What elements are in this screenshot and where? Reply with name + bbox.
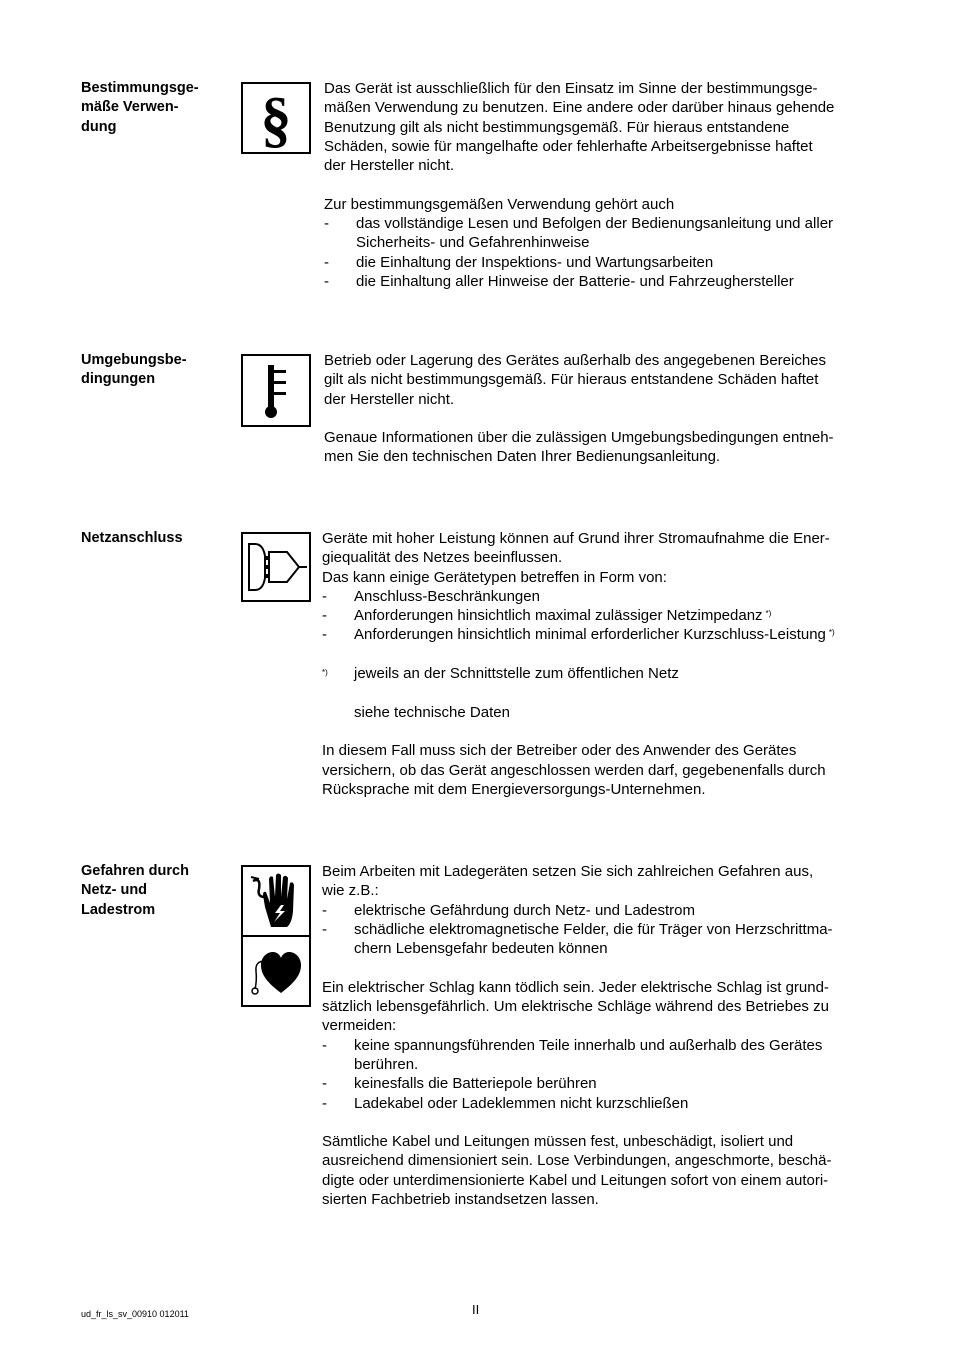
heading-line: Netz- und — [81, 882, 148, 899]
heading-line: Bestimmungsge- — [81, 80, 199, 96]
list-item: - Anforderungen hinsichtlich maximal zulässiger Netzimpedanz *) — [322, 607, 772, 625]
text-line: der Hersteller nicht. — [324, 390, 455, 408]
text-line: mäßen Verwendung zu benutzen. Eine andere oder darüber hinaus gehende — [324, 99, 835, 117]
section-heading — [81, 529, 231, 548]
power-plug-icon — [241, 532, 311, 602]
text-line: giequalität des Netzes beeinflussen. — [322, 549, 563, 567]
list-item: - schädliche elektromagnetische Felder, die für Träger von Herzschrittma- — [322, 920, 833, 938]
text-line: men Sie den technischen Daten Ihrer Bedienungsanleitung. — [324, 448, 721, 466]
heading-line: Ladestrom — [81, 901, 156, 918]
text-line: der Hersteller nicht. — [324, 157, 455, 175]
list-item: Sicherheits- und Gefahrenhinweise — [356, 234, 590, 252]
see-technical-data: siehe technische Daten — [354, 703, 510, 721]
list-item: - die Einhaltung aller Hinweise der Batterie- und Fahrzeughersteller — [324, 272, 794, 290]
pacemaker-heart-icon — [241, 935, 311, 1007]
heading-line: Umgebungsbe- — [81, 352, 187, 368]
heading-line: dingungen — [81, 371, 156, 388]
text-line: Rücksprache mit dem Energieversorgungs-Unternehmen. — [322, 780, 706, 798]
list-item: chern Lebensgefahr bedeuten können — [354, 940, 608, 958]
list-item: - das vollständige Lesen und Befolgen der Bedienungsanleitung und aller — [324, 215, 834, 233]
text-line: versichern, ob das Gerät angeschlossen werden darf, gegebenenfalls durch — [322, 761, 826, 779]
list-item: - Anschluss-Beschränkungen — [322, 587, 540, 605]
text-line: Geräte mit hoher Leistung können auf Grund ihrer Stromaufnahme die Ener- — [322, 530, 830, 547]
section-text — [324, 351, 884, 467]
text-line: In diesem Fall muss sich der Betreiber oder des Anwender des Gerätes — [322, 742, 797, 760]
heading-line: Netzanschluss — [81, 530, 183, 546]
text-line: Das kann einige Gerätetypen betreffen in Form von: — [322, 568, 667, 586]
text-line: digte oder unterdimensionierte Kabel und Leitungen sofort von einem autori- — [322, 1171, 829, 1189]
list-item: - keinesfalls die Batteriepole berühren — [322, 1075, 597, 1093]
document-reference: ud_fr_ls_sv_00910 012011 — [81, 1309, 189, 1319]
text-line: Schäden, sowie für mangelhafte oder fehlerhafte Arbeitsergebnisse haftet — [324, 137, 813, 155]
section-heading — [81, 862, 231, 920]
section-text — [324, 79, 884, 291]
text-line: sierten Fachbetrieb instandsetzen lassen. — [322, 1191, 599, 1209]
text-line: vermeiden: — [322, 1017, 397, 1035]
list-item: - elektrische Gefährdung durch Netz- und Ladestrom — [322, 901, 696, 919]
list-item: - keine spannungsführenden Teile innerhalb und außerhalb des Gerätes — [322, 1036, 823, 1054]
text-line: Das Gerät ist ausschließlich für den Einsatz im Sinne der bestimmungsge- — [324, 80, 818, 97]
text-line: gilt als nicht bestimmungsgemäß. Für hieraus entstandene Schäden haftet — [324, 371, 819, 389]
heading-line: mäße Verwen- — [81, 99, 179, 116]
list-item: berühren. — [354, 1055, 419, 1073]
list-item: - die Einhaltung der Inspektions- und Wartungsarbeiten — [324, 253, 714, 271]
text-line: Benutzung gilt als nicht bestimmungsgemäß. Für hieraus entstandene — [324, 118, 790, 136]
list-item: - Ladekabel oder Ladeklemmen nicht kurzschließen — [322, 1094, 689, 1112]
section-heading — [81, 351, 231, 390]
text-line: Beim Arbeiten mit Ladegeräten setzen Sie sich zahlreichen Gefahren aus, — [322, 863, 814, 880]
text-line: ausreichend dimensioniert sein. Lose Verbindungen, angeschmorte, beschä- — [322, 1152, 832, 1170]
footnote: *) jeweils an der Schnittstelle zum öffentlichen Netz — [322, 665, 679, 683]
heading-line: Gefahren durch — [81, 863, 189, 879]
text-line: Zur bestimmungsgemäßen Verwendung gehört auch — [324, 195, 675, 213]
electric-shock-hand-icon — [241, 865, 311, 937]
section-heading — [81, 79, 231, 137]
svg-text:§: § — [260, 86, 292, 152]
text-line: Genaue Informationen über die zulässigen Umgebungsbedingungen entneh- — [324, 429, 834, 447]
thermometer-icon — [241, 354, 311, 427]
text-line: sätzlich lebensgefährlich. Um elektrische Schläge während des Betriebes zu — [322, 998, 829, 1016]
text-line: wie z.B.: — [322, 882, 379, 900]
paragraph-icon — [241, 82, 311, 154]
text-line: Betrieb oder Lagerung des Gerätes außerhalb des angegebenen Bereiches — [324, 352, 827, 369]
text-line: Sämtliche Kabel und Leitungen müssen fest, unbeschädigt, isoliert und — [322, 1133, 794, 1151]
list-item: - Anforderungen hinsichtlich minimal erforderlicher Kurzschluss-Leistung *) — [322, 626, 835, 644]
section-text — [322, 529, 882, 799]
heading-line: dung — [81, 118, 117, 135]
text-line: Ein elektrischer Schlag kann tödlich sein. Jeder elektrische Schlag ist grund- — [322, 978, 829, 996]
section-text — [322, 862, 882, 1209]
page-number: II — [472, 1302, 480, 1317]
